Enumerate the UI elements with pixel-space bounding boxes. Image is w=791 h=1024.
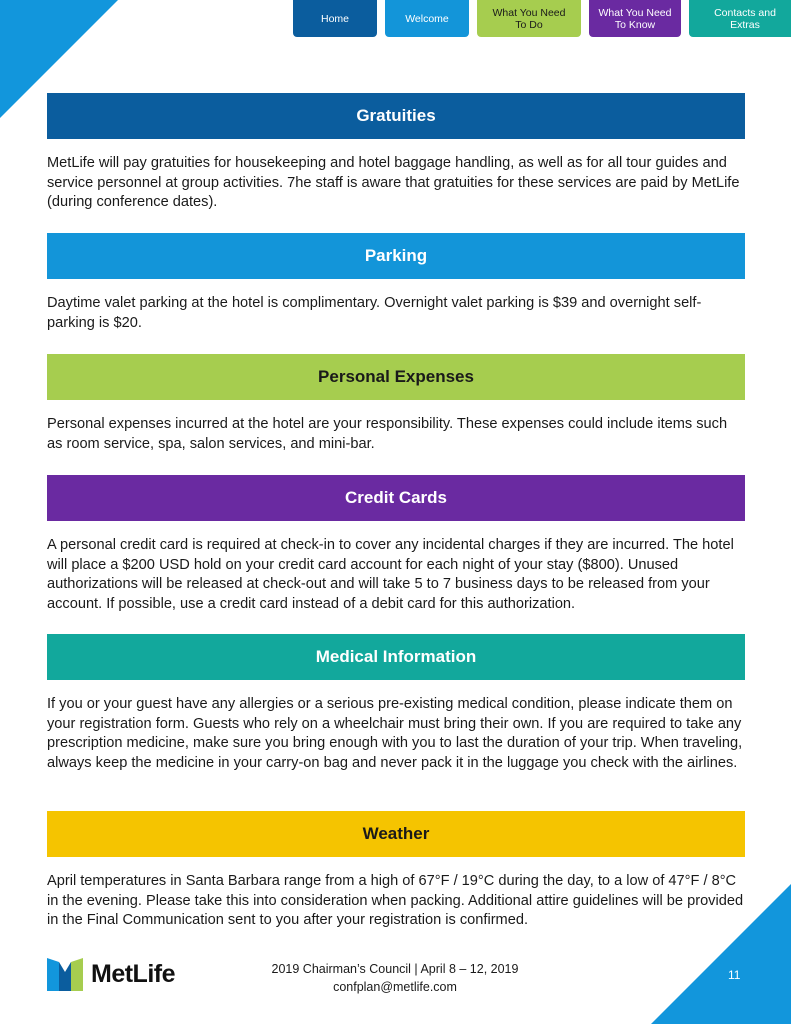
- section-text: MetLife will pay gratuities for housekeeping and hotel baggage handling, as well as for all tour guides and service personnel at group activities. 7he staff is aware that gratuities for these services are paid by MetLife (during conference dates).: [47, 155, 740, 210]
- section-text: A personal credit card is required at check-in to cover any incidental charges if they are incurred. The hotel will place a $200 USD hold on your credit card account for each night of your stay ($800). Unused authorizations will be released at check-out and will take 5 to 7 business days to be released from your account. If possible, use a credit card instead of a debit card for this authorization.: [47, 537, 734, 612]
- section-text: Personal expenses incurred at the hotel are your responsibility. These expenses could include items such as room service, spa, salon services, and mini-bar.: [47, 416, 728, 452]
- section-heading: Medical Information: [47, 634, 745, 680]
- section-text: If you or your guest have any allergies or a serious pre-existing medical condition, please indicate them on your registration form. Guests who rely on a wheelchair must bring their own. If you are required to take any prescription medicine, make sure you bring enough with you to last the duration of your trip. When traveling, always keep the medicine in your carry-on bag and never pack it in the luggage you check with the airlines.: [47, 696, 743, 771]
- footer-event: 2019 Chairman’s Council | April 8 – 12, 2019: [271, 962, 519, 976]
- nav-contacts-and-extras[interactable]: Contacts and Extras: [689, 0, 791, 37]
- footer: [230, 960, 560, 996]
- section-parking: [47, 233, 745, 348]
- logo-wordmark: MetLife: [91, 960, 175, 988]
- section-weather: [47, 811, 745, 945]
- section-heading: Weather: [47, 811, 745, 857]
- section-heading: Personal Expenses: [47, 354, 745, 400]
- nav-what-you-need-to-do[interactable]: What You Need To Do: [477, 0, 581, 37]
- nav-what-you-need-to-know[interactable]: What You Need To Know: [589, 0, 681, 37]
- metlife-logo-icon: [47, 958, 83, 991]
- page-number: 11: [728, 968, 741, 982]
- metlife-logo: [47, 958, 175, 991]
- top-nav: [293, 0, 791, 37]
- section-medical-information: [47, 634, 745, 788]
- section-credit-cards: [47, 475, 745, 629]
- section-heading: Parking: [47, 233, 745, 279]
- nav-welcome[interactable]: Welcome: [385, 0, 469, 37]
- section-heading: Gratuities: [47, 93, 745, 139]
- section-text: April temperatures in Santa Barbara range from a high of 67°F / 19°C during the day, to a low of 47°F / 8°C in the evening. Please take this into consideration when packing. Additional attire guidelines will be provided in the Final Communication sent to you after your registration is confirmed.: [47, 873, 744, 928]
- nav-home[interactable]: Home: [293, 0, 377, 37]
- footer-email[interactable]: confplan@metlife.com: [333, 980, 457, 994]
- section-heading: Credit Cards: [47, 475, 745, 521]
- section-text: Daytime valet parking at the hotel is complimentary. Overnight valet parking is $39 and overnight self-parking is $20.: [47, 295, 702, 331]
- section-gratuities: [47, 93, 745, 227]
- section-personal-expenses: [47, 354, 745, 469]
